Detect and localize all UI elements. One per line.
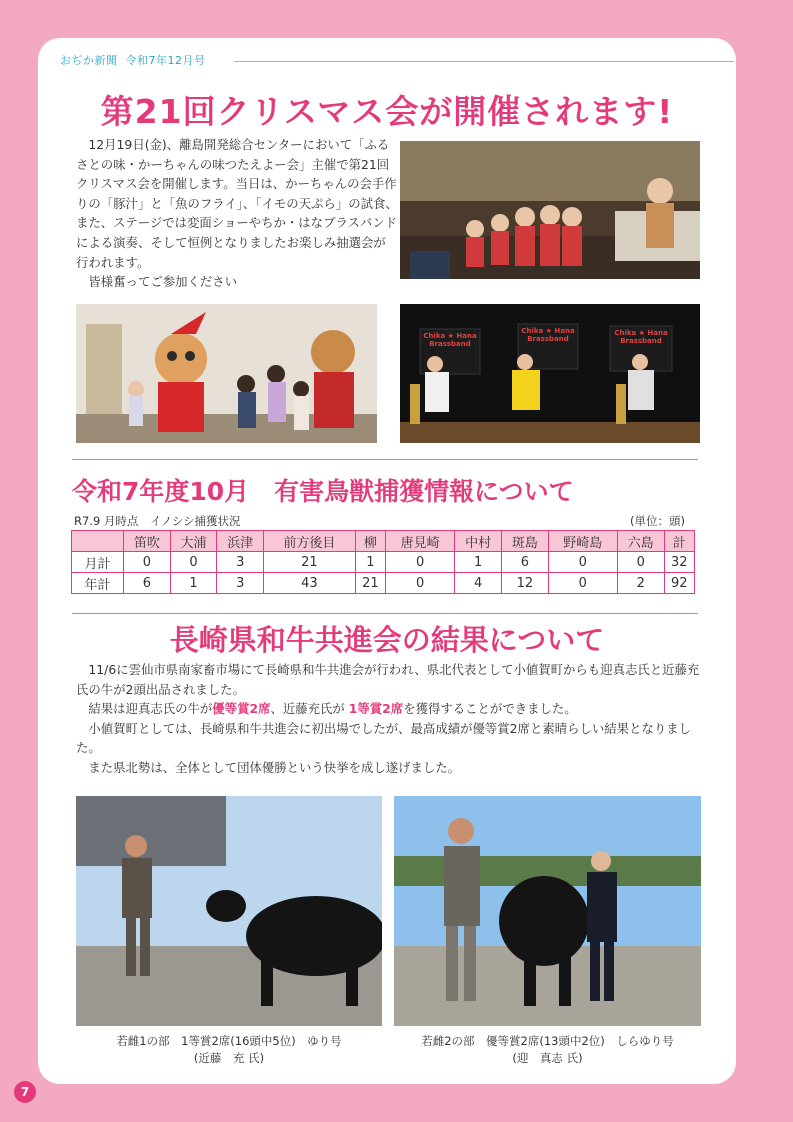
caption-right [394,1033,701,1067]
table-cell: 0 [617,552,664,573]
table-cell: 1 [170,573,217,594]
table-cell: 3 [217,573,264,594]
table-cell: 0 [548,552,617,573]
christmas-article [76,135,398,292]
result-highlight-2: 1等賞2席 [348,701,404,717]
table-cell: 1 [355,552,385,573]
separator-1 [72,459,698,460]
photo-cow-shirayuri [394,796,701,1026]
newspaper-page [38,38,736,1084]
header-rule [234,61,734,62]
row-label: 月計 [72,552,124,573]
newspaper-name: おぢか新聞 [60,54,118,67]
photo-mascot-children [76,304,377,443]
col-header: 計 [664,531,694,552]
photo-brass-band [400,304,700,443]
table-row [72,552,695,573]
table-cell: 12 [501,573,548,594]
table-cell: 21 [355,573,385,594]
table-row [72,573,695,594]
col-header: 唐見崎 [386,531,455,552]
cattle-paragraph-1: 11/6に雲仙市県南家畜市場にて長崎県和牛共進会が行われ、県北代表として小値賀町からも迎真志氏と近藤充氏の牛が2頭出品されました。 [76,662,700,697]
result-highlight-1: 優等賞2席 [212,701,271,717]
col-header: 中村 [455,531,502,552]
caption-left-line1: 若雌1の部 1等賞2席(16頭中5位) ゆり号 [116,1034,342,1048]
col-header: 柳 [355,531,385,552]
capture-status-note: R7.9 月時点 イノシシ捕獲状況 [74,514,241,528]
christmas-closing: 皆様奮ってご参加ください [88,274,238,290]
christmas-title: 第21回クリスマス会が開催されます! [100,92,674,131]
christmas-paragraph: 12月19日(金)、離島開発総合センターにおいて「ふるさとの味・かーちゃんの味つたえよー会」主催で第21回クリスマス会を開催します。当日は、かーちゃんの会手作りの「豚汁」と「魚のフライ」、「イモの天ぷら」の試食、また、ステージでは変面ショーやちか・はなブラスバンドによる演奏、そして恒例となりましたお楽しみ抽選会が行われます。 [76,137,398,270]
result-text-b: 、近藤充氏が [270,701,349,717]
photo-kaachan-singing [400,141,700,279]
wildlife-title: 令和7年度10月 有害鳥獣捕獲情報について [72,477,574,506]
table-cell: 0 [386,552,455,573]
cattle-article [76,660,706,778]
cattle-title: 長崎県和牛共進会の結果について [169,623,605,657]
unit-note: (単位：頭) [630,514,685,528]
table-cell: 4 [455,573,502,594]
capture-table [71,530,695,594]
header-blank [72,531,124,552]
table-cell: 6 [501,552,548,573]
table-cell: 1 [455,552,502,573]
capture-table-header [72,531,695,552]
caption-right-line2: (迎 真志 氏) [512,1051,583,1065]
table-cell: 6 [124,573,171,594]
band-sign-2: Chika ★ Hana Brassband [521,327,575,343]
table-cell: 43 [264,573,356,594]
caption-right-line1: 若雌2の部 優等賞2席(13頭中2位) しらゆり号 [421,1034,674,1048]
col-header: 六島 [617,531,664,552]
table-cell: 0 [124,552,171,573]
table-cell: 3 [217,552,264,573]
col-header: 前方後目 [264,531,356,552]
table-cell: 92 [664,573,694,594]
cattle-paragraph-4: また県北勢は、全体として団体優勝という快挙を成し遂げました。 [88,759,461,775]
table-cell: 0 [386,573,455,594]
result-text-c: を獲得することができました。 [403,701,577,717]
separator-2 [72,613,698,614]
col-header: 浜津 [217,531,264,552]
band-sign-3: Chika ★ Hana Brassband [614,329,668,345]
row-label: 年計 [72,573,124,594]
issue-date: 令和7年12月号 [125,54,206,67]
table-cell: 2 [617,573,664,594]
table-cell: 21 [264,552,356,573]
caption-left [76,1033,382,1067]
cattle-paragraph-2 [76,699,706,719]
cattle-paragraph-3: 小値賀町としては、長崎県和牛共進会に初出場でしたが、最高成績が優等賞2席と素晴らしい結果となりました。 [76,720,692,756]
col-header: 笛吹 [124,531,171,552]
table-cell: 0 [170,552,217,573]
band-sign-1: Chika ★ Hana Brassband [423,332,477,348]
col-header: 野崎島 [548,531,617,552]
photo-cow-yuri [76,796,382,1026]
table-cell: 0 [548,573,617,594]
table-cell: 32 [664,552,694,573]
caption-left-line2: (近藤 充 氏) [193,1051,265,1065]
page-number: 7 [14,1081,36,1103]
col-header: 大浦 [170,531,217,552]
col-header: 斑島 [501,531,548,552]
result-text-a: 結果は迎真志氏の牛が [88,701,213,717]
newspaper-header [60,52,206,68]
